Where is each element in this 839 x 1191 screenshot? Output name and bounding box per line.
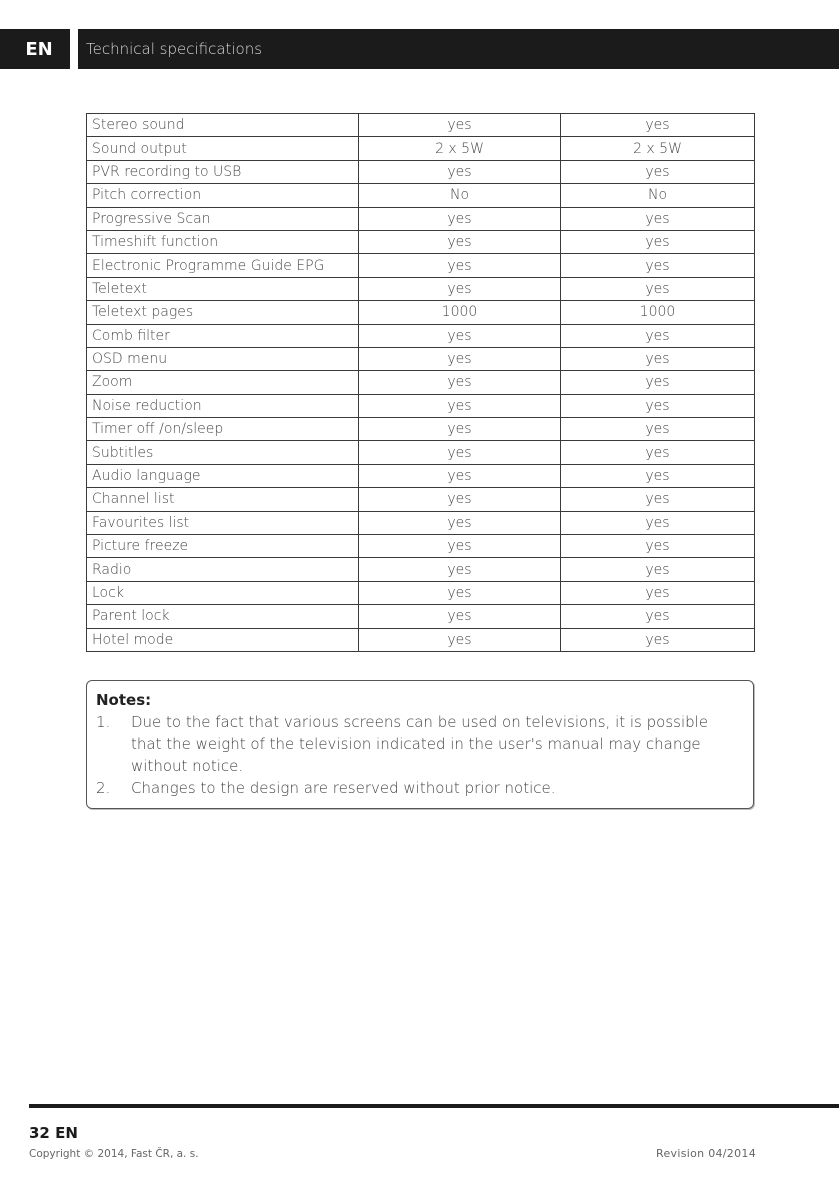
spec-value-cell: yes bbox=[359, 347, 561, 370]
notes-box bbox=[86, 680, 754, 809]
page-title: Technical specifications bbox=[86, 40, 263, 58]
spec-label-cell: Progressive Scan bbox=[87, 207, 359, 230]
table-row bbox=[87, 230, 755, 253]
table-row bbox=[87, 277, 755, 300]
spec-label-cell: Hotel mode bbox=[87, 628, 359, 651]
page-number: 32 EN bbox=[29, 1124, 78, 1142]
spec-value-cell: yes bbox=[561, 371, 755, 394]
table-row bbox=[87, 464, 755, 487]
spec-label-cell: Teletext bbox=[87, 277, 359, 300]
spec-label-cell: Electronic Programme Guide EPG bbox=[87, 254, 359, 277]
spec-label-cell: Picture freeze bbox=[87, 535, 359, 558]
spec-value-cell: yes bbox=[561, 394, 755, 417]
spec-value-cell: yes bbox=[359, 464, 561, 487]
footer-rule bbox=[29, 1104, 839, 1108]
spec-value-cell: 2 x 5W bbox=[561, 137, 755, 160]
spec-value-cell: yes bbox=[359, 581, 561, 604]
spec-label-cell: Favourites list bbox=[87, 511, 359, 534]
spec-label-cell: Stereo sound bbox=[87, 114, 359, 137]
spec-label-cell: PVR recording to USB bbox=[87, 160, 359, 183]
spec-value-cell: yes bbox=[561, 488, 755, 511]
spec-value-cell: yes bbox=[359, 605, 561, 628]
spec-value-cell: yes bbox=[359, 114, 561, 137]
spec-value-cell: yes bbox=[359, 418, 561, 441]
notes-title: Notes: bbox=[96, 691, 152, 709]
table-row bbox=[87, 114, 755, 137]
spec-value-cell: 1000 bbox=[359, 301, 561, 324]
spec-label-cell: Sound output bbox=[87, 137, 359, 160]
table-row bbox=[87, 418, 755, 441]
spec-label-cell: Channel list bbox=[87, 488, 359, 511]
spec-value-cell: yes bbox=[359, 277, 561, 300]
table-row bbox=[87, 324, 755, 347]
note-text: Changes to the design are reserved without prior notice. bbox=[131, 779, 556, 797]
spec-label-cell: Zoom bbox=[87, 371, 359, 394]
spec-value-cell: yes bbox=[561, 347, 755, 370]
language-tab: EN bbox=[25, 38, 53, 60]
spec-value-cell: yes bbox=[561, 464, 755, 487]
table-row bbox=[87, 137, 755, 160]
table-row bbox=[87, 371, 755, 394]
spec-value-cell: yes bbox=[561, 277, 755, 300]
spec-value-cell: 1000 bbox=[561, 301, 755, 324]
table-row bbox=[87, 207, 755, 230]
spec-label-cell: OSD menu bbox=[87, 347, 359, 370]
copyright: Copyright © 2014, Fast ČR, a. s. bbox=[29, 1148, 199, 1160]
spec-value-cell: yes bbox=[359, 371, 561, 394]
spec-value-cell: yes bbox=[359, 558, 561, 581]
spec-value-cell: yes bbox=[359, 207, 561, 230]
spec-value-cell: yes bbox=[561, 160, 755, 183]
table-row bbox=[87, 441, 755, 464]
spec-value-cell: yes bbox=[359, 488, 561, 511]
spec-value-cell: No bbox=[359, 184, 561, 207]
revision: Revision 04/2014 bbox=[656, 1147, 756, 1160]
note-text: Due to the fact that various screens can be used on televisions, it is possible that the weight of the television indicated in the user's manual may change without notice. bbox=[131, 713, 709, 775]
spec-label-cell: Lock bbox=[87, 581, 359, 604]
spec-value-cell: yes bbox=[359, 511, 561, 534]
spec-value-cell: yes bbox=[561, 324, 755, 347]
specifications-table bbox=[86, 113, 755, 652]
spec-value-cell: yes bbox=[359, 394, 561, 417]
table-row bbox=[87, 581, 755, 604]
spec-label-cell: Pitch correction bbox=[87, 184, 359, 207]
table-row bbox=[87, 184, 755, 207]
table-row bbox=[87, 628, 755, 651]
spec-value-cell: yes bbox=[561, 511, 755, 534]
spec-value-cell: yes bbox=[561, 230, 755, 253]
spec-label-cell: Audio language bbox=[87, 464, 359, 487]
table-row bbox=[87, 160, 755, 183]
table-row bbox=[87, 254, 755, 277]
spec-value-cell: yes bbox=[359, 230, 561, 253]
spec-value-cell: yes bbox=[359, 535, 561, 558]
note-item bbox=[96, 711, 741, 777]
note-number: 1. bbox=[96, 713, 111, 731]
spec-value-cell: yes bbox=[359, 254, 561, 277]
header-divider bbox=[70, 29, 78, 69]
spec-value-cell: 2 x 5W bbox=[359, 137, 561, 160]
spec-value-cell: yes bbox=[561, 558, 755, 581]
table-row bbox=[87, 511, 755, 534]
spec-value-cell: yes bbox=[561, 254, 755, 277]
note-item bbox=[96, 777, 741, 799]
spec-value-cell: yes bbox=[561, 605, 755, 628]
table-row bbox=[87, 488, 755, 511]
spec-label-cell: Timeshift function bbox=[87, 230, 359, 253]
note-number: 2. bbox=[96, 779, 111, 797]
spec-value-cell: yes bbox=[359, 160, 561, 183]
spec-label-cell: Noise reduction bbox=[87, 394, 359, 417]
spec-label-cell: Parent lock bbox=[87, 605, 359, 628]
table-row bbox=[87, 394, 755, 417]
spec-value-cell: yes bbox=[561, 628, 755, 651]
spec-value-cell: yes bbox=[359, 441, 561, 464]
table-row bbox=[87, 558, 755, 581]
spec-value-cell: yes bbox=[561, 535, 755, 558]
spec-value-cell: yes bbox=[561, 418, 755, 441]
spec-value-cell: yes bbox=[561, 114, 755, 137]
spec-label-cell: Teletext pages bbox=[87, 301, 359, 324]
header-bar bbox=[0, 29, 839, 69]
spec-label-cell: Subtitles bbox=[87, 441, 359, 464]
spec-label-cell: Radio bbox=[87, 558, 359, 581]
spec-label-cell: Comb filter bbox=[87, 324, 359, 347]
table-row bbox=[87, 535, 755, 558]
table-row bbox=[87, 347, 755, 370]
spec-value-cell: yes bbox=[561, 581, 755, 604]
spec-value-cell: yes bbox=[359, 628, 561, 651]
spec-value-cell: yes bbox=[359, 324, 561, 347]
spec-value-cell: yes bbox=[561, 441, 755, 464]
spec-value-cell: No bbox=[561, 184, 755, 207]
spec-value-cell: yes bbox=[561, 207, 755, 230]
table-row bbox=[87, 301, 755, 324]
table-row bbox=[87, 605, 755, 628]
spec-label-cell: Timer off /on/sleep bbox=[87, 418, 359, 441]
